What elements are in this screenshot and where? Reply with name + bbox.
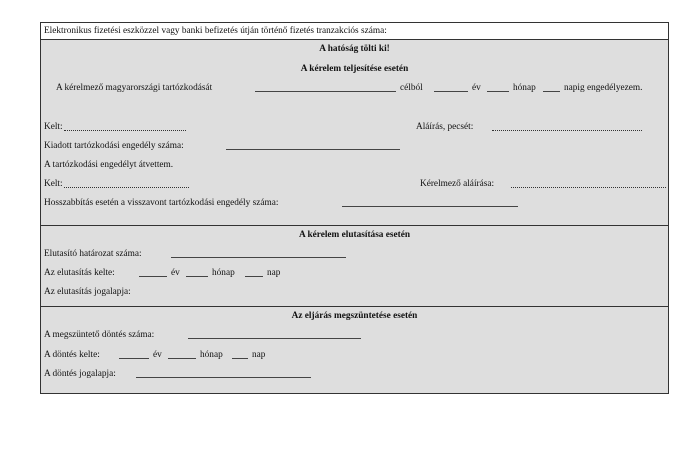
authority-fills-title: A hatóság tölti ki!: [319, 44, 390, 54]
reject-legal-basis-label: Az elutasítás jogalapja:: [44, 287, 131, 297]
terminate-month-blank[interactable]: [168, 349, 196, 359]
terminate-legal-basis-row: [44, 368, 665, 380]
applicant-signature-label: Kérelmező aláírása:: [420, 179, 495, 189]
purpose-word: célból: [400, 83, 423, 93]
reject-month-word: hónap: [212, 268, 235, 278]
terminate-legal-basis-label: A döntés jogalapja:: [44, 369, 116, 379]
transaction-number-row: [41, 23, 668, 40]
permit-number-row: [44, 140, 665, 152]
date-signature-row: [44, 121, 665, 133]
terminate-day-blank[interactable]: [232, 349, 248, 359]
reject-decision-row: [44, 248, 665, 260]
reject-date-label: Az elutasítás kelte:: [44, 268, 115, 278]
applicant-signature-row: [44, 178, 665, 190]
reject-year-blank[interactable]: [139, 267, 167, 277]
terminate-decision-number-label: A megszüntető döntés száma:: [44, 330, 155, 340]
terminate-decision-row: [44, 329, 665, 341]
reject-section-title: A kérelem elutasítása esetén: [298, 230, 411, 240]
date-label: Kelt:: [44, 122, 63, 132]
year-word: év: [472, 83, 481, 93]
date-label-2: Kelt:: [44, 179, 63, 189]
terminate-year-blank[interactable]: [119, 349, 149, 359]
until-text: napig engedélyezem.: [564, 83, 643, 93]
reject-day-blank[interactable]: [245, 267, 263, 277]
residence-prefix: A kérelmező magyarországi tartózkodását: [56, 83, 213, 93]
reject-section: [41, 226, 668, 307]
month-blank[interactable]: [487, 82, 509, 92]
day-blank[interactable]: [543, 82, 560, 92]
extension-blank[interactable]: [342, 197, 518, 207]
terminate-year-word: év: [153, 350, 162, 360]
grant-section: [41, 40, 668, 226]
reject-month-blank[interactable]: [186, 267, 208, 277]
grant-section-title: A kérelem teljesítése esetén: [300, 64, 409, 74]
extension-row: [44, 197, 665, 209]
terminate-day-word: nap: [252, 350, 266, 360]
reject-day-word: nap: [267, 268, 281, 278]
transaction-number-label: Elektronikus fizetési eszközzel vagy banki befizetés útján történő fizetés tranzakciós száma:: [44, 26, 387, 36]
form-table: [40, 22, 669, 394]
received-text: A tartózkodási engedélyt átvettem.: [44, 160, 174, 170]
applicant-signature-dots[interactable]: [511, 178, 666, 188]
signature-dots[interactable]: [492, 121, 642, 131]
permit-number-blank[interactable]: [226, 140, 400, 150]
reject-year-word: év: [171, 268, 180, 278]
terminate-date-row: [44, 349, 665, 361]
signature-label: Aláírás, pecsét:: [416, 122, 474, 132]
month-word: hónap: [513, 83, 536, 93]
residence-permit-row: [44, 82, 665, 94]
terminate-decision-number-blank[interactable]: [188, 329, 361, 339]
terminate-legal-basis-blank[interactable]: [136, 368, 311, 378]
date-dots[interactable]: [64, 121, 186, 131]
reject-legal-basis-row: [44, 286, 665, 298]
year-blank[interactable]: [434, 82, 468, 92]
reject-decision-number-label: Elutasító határozat száma:: [44, 249, 142, 259]
terminate-date-label: A döntés kelte:: [44, 350, 100, 360]
reject-decision-number-blank[interactable]: [171, 248, 346, 258]
terminate-section-title: Az eljárás megszüntetése esetén: [291, 311, 418, 321]
received-row: [44, 159, 665, 171]
date-dots-2[interactable]: [64, 178, 189, 188]
reject-date-row: [44, 267, 665, 279]
terminate-section: [41, 307, 668, 393]
purpose-blank[interactable]: [255, 82, 396, 92]
permit-number-label: Kiadott tartózkodási engedély száma:: [44, 141, 184, 151]
terminate-month-word: hónap: [200, 350, 223, 360]
extension-label: Hosszabbítás esetén a visszavont tartózkodási engedély száma:: [44, 198, 279, 208]
